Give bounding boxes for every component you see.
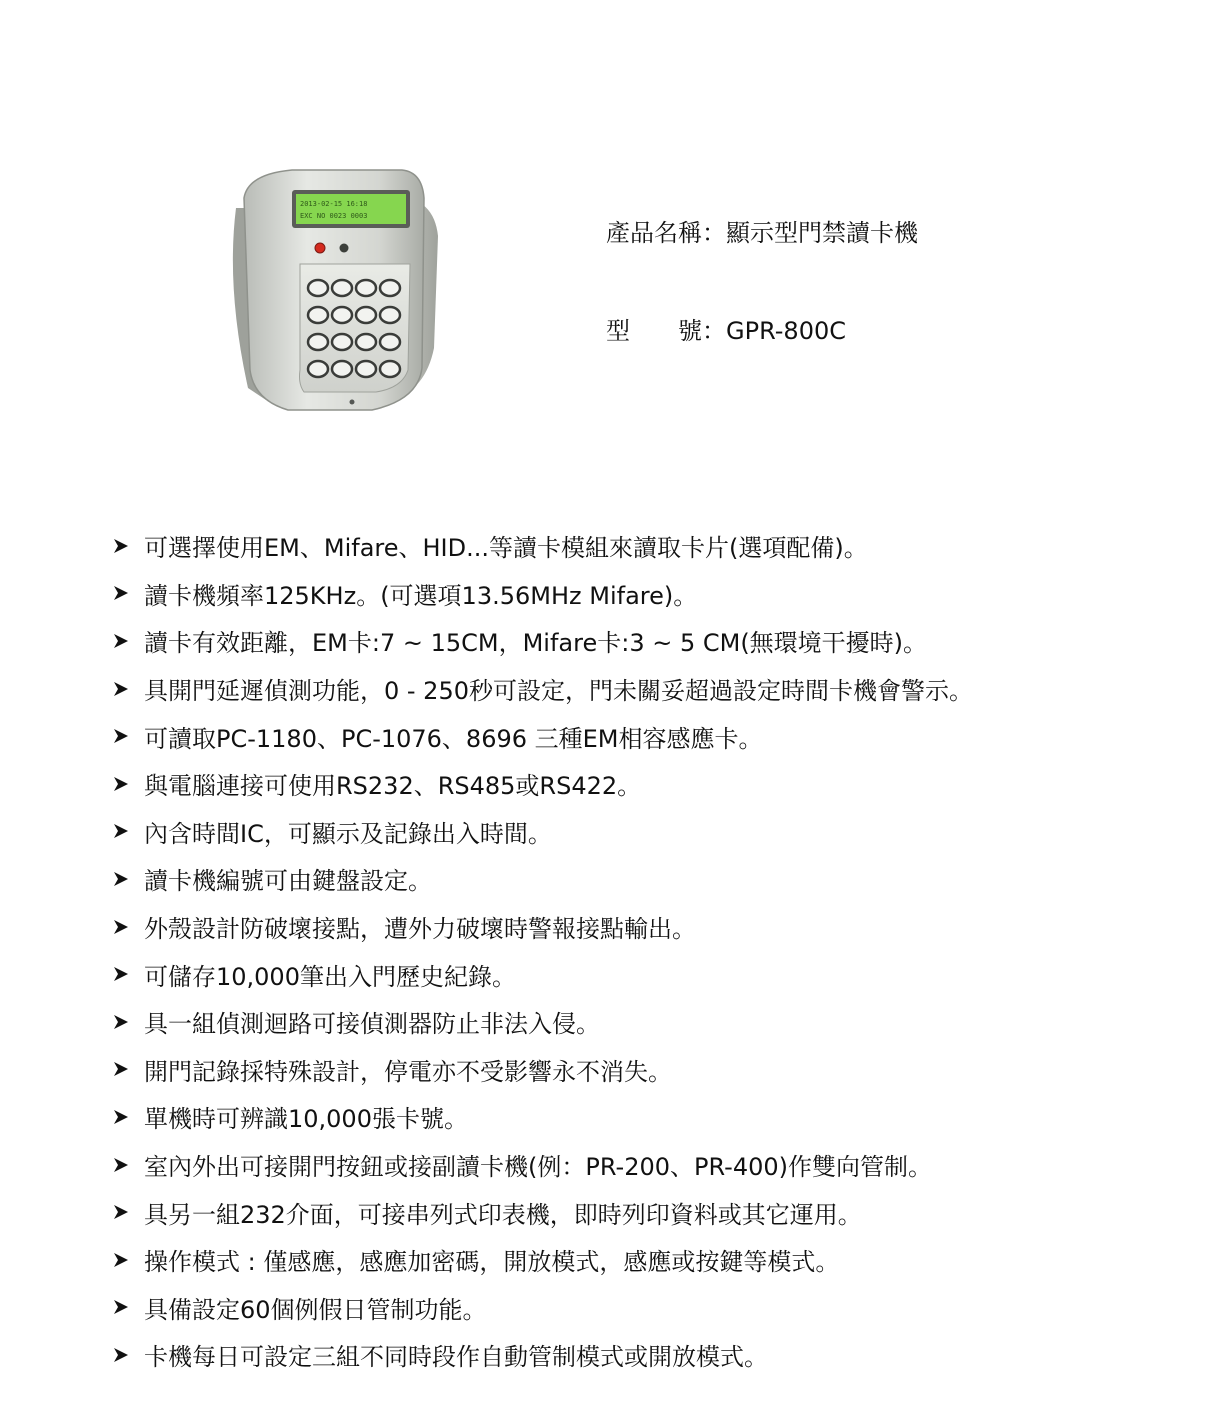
feature-text: 讀卡有效距離，EM卡:7 ~ 15CM，Mifare卡:3 ~ 5 CM(無環境干擾時)。 xyxy=(144,629,928,658)
arrowhead-bullet-icon xyxy=(112,822,144,840)
feature-item xyxy=(112,1236,1202,1284)
lcd-line-2: EXC NO 0023 0003 xyxy=(300,212,368,220)
feature-text: 與電腦連接可使用RS232、RS485或RS422。 xyxy=(144,772,642,801)
product-model-value: GPR-800C xyxy=(726,317,846,345)
feature-text: 具一組偵測迴路可接偵測器防止非法入侵。 xyxy=(144,1010,600,1039)
feature-item xyxy=(112,1331,1202,1379)
feature-item xyxy=(112,1284,1202,1332)
feature-item xyxy=(112,617,1202,665)
arrowhead-bullet-icon xyxy=(112,680,144,698)
arrowhead-bullet-icon xyxy=(112,1298,144,1316)
arrowhead-bullet-icon xyxy=(112,775,144,793)
feature-text: 外殼設計防破壞接點，遭外力破壞時警報接點輸出。 xyxy=(144,915,696,944)
arrowhead-bullet-icon xyxy=(112,727,144,745)
feature-item xyxy=(112,808,1202,856)
arrowhead-bullet-icon xyxy=(112,1013,144,1031)
feature-text: 可儲存10,000筆出入門歷史紀錄。 xyxy=(144,962,516,991)
feature-text: 具備設定60個例假日管制功能。 xyxy=(144,1295,487,1324)
feature-item xyxy=(112,903,1202,951)
feature-item xyxy=(112,1141,1202,1189)
product-model-row xyxy=(606,316,846,346)
feature-text: 具另一組232介面，可接串列式印表機，即時列印資料或其它運用。 xyxy=(144,1200,862,1229)
feature-list xyxy=(112,522,1202,1379)
feature-item xyxy=(112,1093,1202,1141)
product-name-row xyxy=(606,218,918,248)
arrowhead-bullet-icon xyxy=(112,537,144,555)
arrowhead-bullet-icon xyxy=(112,1156,144,1174)
arrowhead-bullet-icon xyxy=(112,1346,144,1364)
feature-item xyxy=(112,1188,1202,1236)
feature-item xyxy=(112,998,1202,1046)
card-reader-device-icon xyxy=(196,138,468,430)
product-name-label: 產品名稱： xyxy=(606,219,726,247)
product-name-value: 顯示型門禁讀卡機 xyxy=(726,219,918,247)
feature-text: 開門記錄採特殊設計，停電亦不受影響永不消失。 xyxy=(144,1057,672,1086)
feature-item xyxy=(112,712,1202,760)
arrowhead-bullet-icon xyxy=(112,1203,144,1221)
feature-item xyxy=(112,665,1202,713)
arrowhead-bullet-icon xyxy=(112,870,144,888)
feature-text: 內含時間IC，可顯示及記錄出入時間。 xyxy=(144,819,552,848)
feature-text: 讀卡機編號可由鍵盤設定。 xyxy=(144,867,432,896)
product-image xyxy=(196,138,468,430)
arrowhead-bullet-icon xyxy=(112,1060,144,1078)
arrowhead-bullet-icon xyxy=(112,1251,144,1269)
feature-item xyxy=(112,1046,1202,1094)
feature-item xyxy=(112,760,1202,808)
feature-text: 室內外出可接開門按鈕或接副讀卡機(例：PR-200、PR-400)作雙向管制。 xyxy=(144,1153,933,1182)
feature-text: 讀卡機頻率125KHz。(可選項13.56MHz Mifare)。 xyxy=(144,581,698,610)
arrowhead-bullet-icon xyxy=(112,632,144,650)
arrowhead-bullet-icon xyxy=(112,584,144,602)
feature-item xyxy=(112,570,1202,618)
feature-item xyxy=(112,950,1202,998)
feature-text: 卡機每日可設定三組不同時段作自動管制模式或開放模式。 xyxy=(144,1343,768,1372)
feature-text: 操作模式 : 僅感應，感應加密碼，開放模式，感應或按鍵等模式。 xyxy=(144,1248,840,1277)
product-model-label: 型 號： xyxy=(606,317,726,345)
feature-item xyxy=(112,522,1202,570)
feature-text: 具開門延遲偵測功能，0 - 250秒可設定，門未關妥超過設定時間卡機會警示。 xyxy=(144,677,973,706)
feature-item xyxy=(112,855,1202,903)
feature-text: 可讀取PC-1180、PC-1076、8696 三種EM相容感應卡。 xyxy=(144,724,763,753)
feature-text: 可選擇使用EM、Mifare、HID...等讀卡模組來讀取卡片(選項配備)。 xyxy=(144,534,868,563)
arrowhead-bullet-icon xyxy=(112,918,144,936)
arrowhead-bullet-icon xyxy=(112,1108,144,1126)
arrowhead-bullet-icon xyxy=(112,965,144,983)
feature-text: 單機時可辨識10,000張卡號。 xyxy=(144,1105,468,1134)
lcd-line-1: 2013-02-15 16:18 xyxy=(300,200,368,208)
